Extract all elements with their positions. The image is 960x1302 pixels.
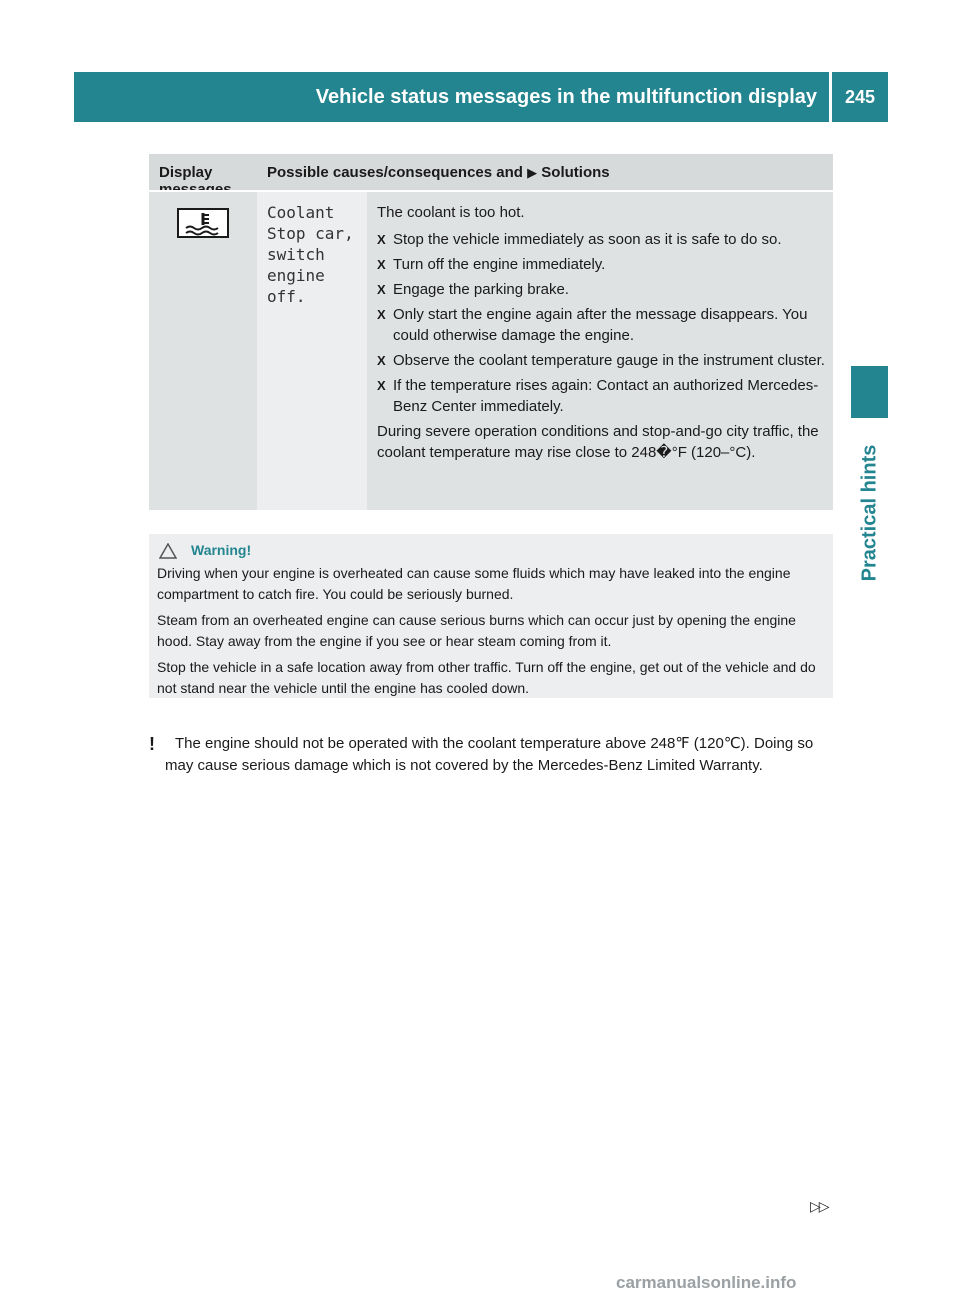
side-tab-label: Practical hints xyxy=(858,444,880,582)
step-text: Turn off the engine immediately. xyxy=(393,256,606,273)
solution-step xyxy=(377,350,827,371)
step-x-icon: X xyxy=(377,282,386,297)
step-x-icon: X xyxy=(377,378,386,393)
step-text: Observe the coolant temperature gauge in the instrument cluster. xyxy=(393,352,825,369)
message-line: off. xyxy=(267,287,306,306)
message-line: engine xyxy=(267,266,325,285)
solution-step xyxy=(377,254,827,275)
solutions-cell xyxy=(367,190,833,510)
cause-text: The coolant is too hot. xyxy=(377,204,525,221)
table-header-display: Display xyxy=(149,154,257,190)
display-messages-table xyxy=(149,154,833,510)
solution-note: During severe operation conditions and stop-and-go city traffic, the coolant temperature may rise close to 248�°F (120‒°C). xyxy=(377,423,819,461)
solutions-header-label: Solutions xyxy=(541,164,610,181)
display-message-cell xyxy=(257,190,367,510)
step-x-icon: X xyxy=(377,232,386,247)
causes-header-label: Possible causes/consequences and xyxy=(267,164,523,181)
continue-arrows-icon: ▷▷ xyxy=(810,1198,828,1214)
warning-title: Warning! xyxy=(191,542,252,558)
arrow-right-icon: ▶ xyxy=(527,165,538,180)
side-tab xyxy=(851,428,888,598)
table-row-icon-cell xyxy=(149,190,257,510)
step-x-icon: X xyxy=(377,257,386,272)
page-title: Vehicle status messages in the multifunction display xyxy=(315,86,817,108)
warning-paragraph: Steam from an overheated engine can cause serious burns which can occur just by opening the engine hood. Stay away from the engine if you see or hear steam coming from it. xyxy=(157,612,796,649)
warning-paragraph: Driving when your engine is overheated can cause some fluids which may have leaked into the engine compartment to catch fire. You could be seriously burned. xyxy=(157,565,791,602)
note-exclamation-icon: ! xyxy=(149,734,155,754)
warning-box xyxy=(149,534,833,698)
step-text: If the temperature rises again: Contact an authorized Mercedes-Benz Center immediately. xyxy=(393,377,819,415)
page-number: 245 xyxy=(844,87,876,107)
solution-step xyxy=(377,229,827,250)
warning-paragraph: Stop the vehicle in a safe location away from other traffic. Turn off the engine, get out of the vehicle and do not stand near the vehicle until the engine has cooled down. xyxy=(157,659,816,696)
warning-heading xyxy=(157,540,825,561)
step-x-icon: X xyxy=(377,353,386,368)
note-text: The engine should not be operated with the coolant temperature above 248℉ (120℃). Doing so may cause serious damage which is not covered by the Mercedes-Benz Limited Warranty. xyxy=(165,735,814,774)
coolant-temperature-icon xyxy=(177,208,229,238)
warning-triangle-icon xyxy=(159,543,177,559)
table-header-causes xyxy=(257,154,833,190)
message-line: Stop car, xyxy=(267,224,354,243)
step-x-icon: X xyxy=(377,307,386,322)
step-text: Only start the engine again after the message disappears. You could otherwise damage the engine. xyxy=(393,306,808,344)
message-line: Coolant xyxy=(267,203,335,222)
message-line: switch xyxy=(267,245,325,264)
side-tab-marker xyxy=(851,366,888,418)
page-header xyxy=(74,72,888,122)
solution-step xyxy=(377,304,827,346)
damage-note xyxy=(149,733,839,777)
watermark: carmanualsonline.info xyxy=(616,1273,797,1292)
step-text: Stop the vehicle immediately as soon as it is safe to do so. xyxy=(393,231,782,248)
step-text: Engage the parking brake. xyxy=(393,281,569,298)
solution-step xyxy=(377,279,827,300)
solution-step xyxy=(377,375,827,417)
